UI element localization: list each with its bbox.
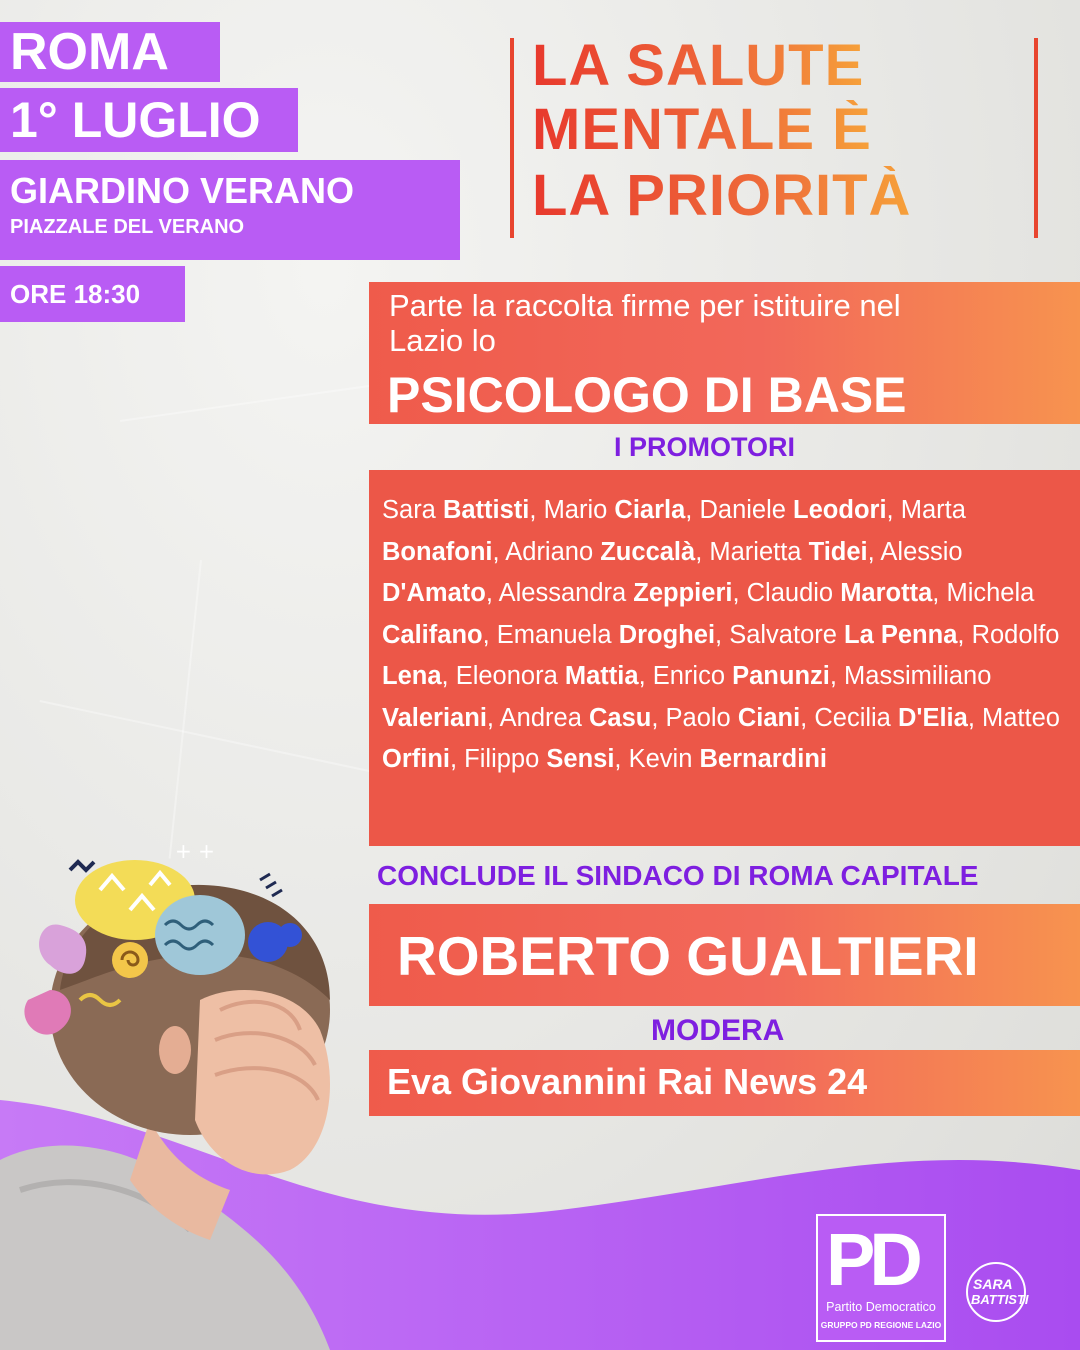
promoter-name [814, 704, 967, 732]
promoter-first-name: Eleonora [455, 662, 565, 690]
event-city: ROMA [0, 22, 220, 82]
promoter-last-name: Battisti [442, 496, 530, 524]
promoter-first-name: Mario [543, 496, 615, 524]
headline-line-2: MENTALE È [532, 97, 872, 162]
promoters-label: I PROMOTORI [614, 432, 796, 462]
event-date: 1° LUGLIO [0, 88, 298, 152]
promoter-first-name: Massimiliano [844, 662, 992, 690]
promoter-last-name: Bernardini [699, 745, 827, 773]
promoter-name [699, 496, 886, 524]
promoter-first-name: Marta [900, 496, 966, 524]
promoter-last-name: Lena [382, 662, 442, 690]
promoter-first-name: Alessio [880, 537, 963, 566]
promoter-first-name: Alessandra [498, 579, 634, 607]
promoter-last-name: Panunzi [732, 662, 830, 690]
promoter-last-name: Droghei [618, 620, 716, 649]
initiative-intro: Parte la raccolta firme per istituire nel Lazio lo [389, 288, 901, 358]
promoter-first-name: Salvatore [729, 620, 845, 649]
promoter-first-name: Rodolfo [971, 620, 1060, 649]
event-venue-block [0, 160, 460, 260]
promoter-last-name: Bonafoni [382, 537, 493, 566]
promoter-name [500, 704, 652, 732]
promoter-first-name: Cecilia [814, 703, 898, 732]
conclusion-banner [369, 904, 1080, 1006]
promoter-last-name: Marotta [840, 579, 933, 607]
promoter-first-name: Emanuela [496, 620, 619, 649]
paper-texture [169, 560, 202, 859]
initiative-title: PSICOLOGO DI BASE [387, 367, 907, 423]
promoter-first-name: Marietta [709, 537, 809, 566]
promoter-last-name: Leodori [793, 496, 887, 524]
promoter-first-name: Paolo [665, 703, 738, 732]
promoter-last-name: Sensi [546, 745, 615, 773]
pd-logo-name: Partito Democratico [826, 1300, 936, 1314]
promoter-last-name: Tidei [808, 537, 868, 566]
promoter-last-name: D'Amato [382, 579, 486, 607]
promoter-last-name: Califano [382, 620, 483, 649]
promoter-name [382, 496, 529, 524]
promoter-first-name: Andrea [499, 703, 589, 732]
promoter-last-name: Ciarla [614, 496, 686, 524]
moderator-label: MODERA [651, 1014, 785, 1047]
promoter-name [544, 496, 686, 524]
promoter-first-name: Claudio [746, 579, 841, 607]
promoter-first-name: Enrico [652, 662, 733, 690]
promoter-first-name: Daniele [699, 496, 794, 524]
promoter-last-name: Casu [588, 703, 652, 732]
promoter-name [709, 538, 867, 566]
promoter-name [653, 662, 830, 690]
pd-logo-group: GRUPPO PD REGIONE LAZIO [820, 1320, 942, 1330]
headline-line-3: LA PRIORITÀ [532, 163, 912, 228]
promoter-first-name: Adriano [505, 537, 601, 566]
promoter-first-name: Sara [382, 496, 443, 524]
promoter-last-name: Orfini [382, 745, 450, 773]
promoter-name [456, 662, 639, 690]
promoter-last-name: Zuccalà [600, 537, 696, 566]
promoter-last-name: Mattia [564, 662, 639, 690]
promoter-name [505, 538, 695, 566]
pd-logo-mark: PD [826, 1218, 917, 1301]
promoter-last-name: D'Elia [897, 703, 968, 732]
promoter-first-name: Michela [946, 579, 1035, 607]
conclusion-name: ROBERTO GUALTIERI [397, 925, 979, 987]
promoter-first-name: Kevin [628, 745, 700, 773]
initiative-banner [369, 282, 1080, 424]
moderator-name: Eva Giovannini Rai News 24 [387, 1061, 868, 1102]
promoter-name [629, 745, 827, 773]
conclusion-label: CONCLUDE IL SINDACO DI ROMA CAPITALE [377, 860, 979, 891]
promoter-last-name: Ciani [737, 703, 801, 732]
event-time: ORE 18:30 [0, 266, 185, 322]
sara-logo-last: BATTISTI [971, 1292, 1029, 1307]
promoter-name [729, 621, 957, 649]
promoters-list: Sara Battisti, Mario Ciarla, Daniele Leodori, Marta Bonafoni, Adriano Zuccalà, Marietta Tidei, Alessio D'Amato, Alessandra Zeppieri, Claudio Marotta, Michela Califano, Emanuela Droghei, Salvatore La Penna, Rodolfo Lena, Eleonora Mattia, Enrico Panunzi, Massimiliano Valeriani, Andrea Casu, Paolo Ciani, Cecilia D'Elia, Matteo Orfini, Filippo Sensi, Kevin Bernardini [382, 496, 1060, 773]
promoter-name [497, 621, 715, 649]
promoter-name [499, 579, 733, 607]
promoter-name [747, 579, 933, 607]
pd-party-logo [816, 1214, 946, 1342]
event-venue: GIARDINO VERANO [10, 170, 355, 211]
promoter-last-name: La Penna [844, 620, 958, 649]
promoter-name [666, 704, 801, 732]
person-covering-face-illustration [0, 830, 420, 1350]
sara-battisti-logo [966, 1262, 1029, 1322]
headline [510, 33, 1038, 238]
promoter-first-name: Matteo [981, 703, 1060, 732]
promoter-last-name: Zeppieri [633, 579, 733, 607]
promoters-box [369, 470, 1080, 846]
promoter-name [464, 745, 614, 773]
headline-line-1: LA SALUTE [532, 33, 865, 98]
promoter-last-name: Valeriani [382, 703, 487, 732]
svg-text:+ +: + + [175, 839, 215, 863]
promoter-first-name: Filippo [464, 745, 547, 773]
sara-logo-first: SARA [973, 1276, 1013, 1292]
event-address: PIAZZALE DEL VERANO [10, 216, 245, 238]
